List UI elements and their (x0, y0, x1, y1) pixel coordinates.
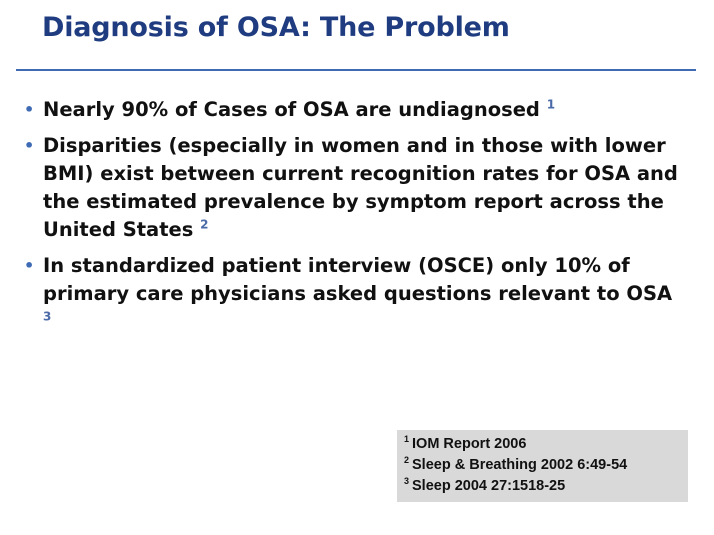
slide-title: Diagnosis of OSA: The Problem (42, 12, 510, 43)
bullet-item (24, 252, 684, 336)
bullet-icon: • (24, 100, 35, 119)
reference-text: Sleep 2004 27:1518-25 (412, 478, 566, 494)
bullet-text: In standardized patient interview (OSCE) only 10% of primary care physicians asked questions relevant to OSA (43, 254, 673, 305)
reference-text: Sleep & Breathing 2002 6:49-54 (412, 457, 628, 473)
citation-superscript: 3 (43, 309, 52, 324)
bullet-item (24, 132, 684, 244)
reference-line (404, 476, 688, 497)
reference-line (404, 455, 688, 476)
citation-superscript: 2 (200, 217, 209, 232)
bullet-icon: • (24, 136, 35, 155)
reference-text: IOM Report 2006 (412, 436, 527, 452)
references-box (397, 430, 688, 502)
bullet-list (24, 96, 684, 344)
bullet-text: Disparities (especially in women and in those with lower BMI) exist between current recognition rates for OSA and the estimated prevalence by symptom report across the United States (43, 134, 678, 241)
citation-superscript: 1 (546, 97, 556, 112)
reference-number: 2 (404, 455, 410, 466)
bullet-text: Nearly 90% of Cases of OSA are undiagnosed (43, 98, 540, 121)
bullet-item (24, 96, 684, 124)
reference-number: 3 (404, 476, 410, 487)
bullet-icon: • (24, 256, 35, 275)
reference-line (404, 434, 688, 455)
title-divider (16, 69, 696, 71)
reference-number: 1 (404, 434, 410, 445)
